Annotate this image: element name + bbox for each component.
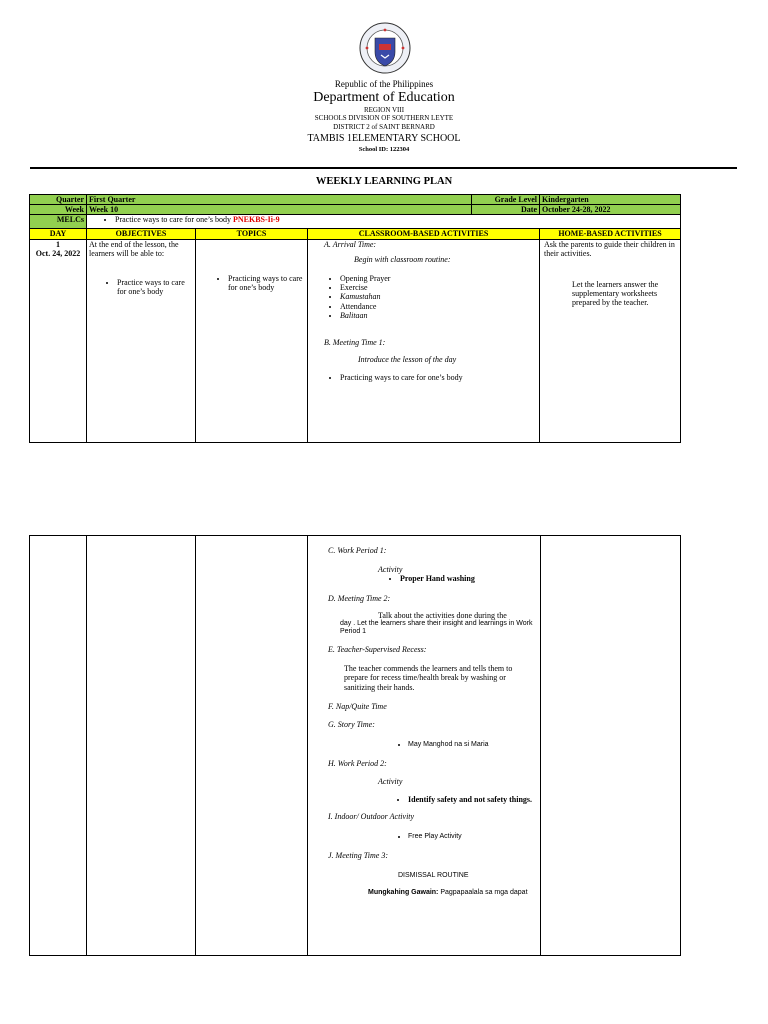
recess-title: E. Teacher-Supervised Recess:	[328, 645, 427, 655]
day-date: Oct. 24, 2022	[35, 248, 81, 258]
region-text: REGION VIII	[363, 106, 405, 114]
republic-text: Republic of the Philippines	[334, 79, 434, 89]
meeting-time-2-title: D. Meeting Time 2:	[328, 593, 391, 603]
arrival-title: A. Arrival Time:	[324, 239, 377, 249]
date-label: Date	[472, 205, 540, 215]
col-classroom: CLASSROOM-BASED ACTIVITIES	[308, 229, 540, 239]
routine-item: • Exercise	[340, 283, 537, 292]
col-day: DAY	[30, 229, 87, 239]
routine-item: • Balitaan	[340, 311, 537, 320]
district-text: DISTRICT 2 of SAINT BERNARD	[333, 123, 435, 131]
arrival-sub: Begin with classroom routine:	[354, 254, 451, 264]
melcs-text: Practice ways to care for one’s body	[115, 215, 233, 225]
topic-item: • Practicing ways to care for one’s body	[228, 274, 305, 292]
melcs-code: PNEKBS-Ii-9	[232, 215, 280, 225]
classroom-cell	[308, 239, 540, 442]
week-label: Week	[30, 205, 87, 215]
recess-text: The teacher commends the learners and tells them to prepare for recess time/health break by washing or sanitizing their hands.	[344, 664, 513, 692]
col-home: HOME-BASED ACTIVITIES	[540, 229, 681, 239]
story-time-title: G. Story Time:	[328, 719, 375, 729]
home-activity-1: Ask the parents to guide their children in their activities.	[544, 239, 675, 258]
melcs-label: MELCs	[30, 215, 87, 229]
quarter-value: First Quarter	[87, 195, 472, 205]
week-value: Week 10	[87, 205, 472, 215]
page-title: WEEKLY LEARNING PLAN	[315, 176, 453, 187]
home-cell-empty	[541, 536, 681, 956]
meeting-time-2-text-2: day . Let the learners share their insight and learnings in Work Period 1	[340, 619, 533, 635]
meeting1-title: B. Meeting Time 1:	[324, 337, 386, 347]
school-name: TAMBIS 1ELEMENTARY SCHOOL	[307, 133, 461, 144]
classroom-cell-continued	[308, 536, 541, 956]
work-period-1-title: C. Work Period 1:	[328, 546, 387, 555]
school-id: School ID: 122304	[358, 146, 410, 153]
objectives-cell	[87, 239, 196, 442]
deped-seal-icon	[359, 22, 411, 74]
topics-cell	[196, 239, 308, 442]
grade-value: Kindergarten	[540, 195, 681, 205]
work-period-2-item: • Identify safety and not safety things.	[408, 795, 538, 804]
routine-item: • Opening Prayer	[340, 274, 537, 283]
outdoor-activity-title: I. Indoor/ Outdoor Activity	[328, 811, 415, 821]
col-topics: TOPICS	[196, 229, 308, 239]
quarter-label: Quarter	[30, 195, 87, 205]
mungkahing-label: Mungkahing Gawain:	[368, 889, 439, 897]
meeting-time-3-title: J. Meeting Time 3:	[328, 851, 388, 860]
day-number: 1	[56, 239, 60, 249]
routine-item: • Attendance	[340, 302, 537, 311]
meeting1-item: • Practicing ways to care for one’s body	[340, 373, 537, 382]
col-objectives: OBJECTIVES	[87, 229, 196, 239]
nap-time-title: F. Nap/Quite Time	[328, 701, 387, 711]
work-period-1-activity: Activity	[378, 565, 403, 575]
day-cell-empty	[30, 536, 87, 956]
day-cell	[30, 239, 87, 442]
dismissal-routine: DISMISSAL ROUTINE	[398, 872, 469, 880]
objectives-cell-empty	[87, 536, 196, 956]
objective-item: • Practice ways to care for one’s body	[117, 278, 193, 296]
routine-item: • Kamustahan	[340, 292, 537, 301]
outdoor-activity-item: • Free Play Activity	[408, 833, 538, 841]
header-divider	[30, 167, 737, 169]
department-title: Department of Education	[313, 90, 455, 105]
division-text: SCHOOLS DIVISION OF SOUTHERN LEYTE	[314, 114, 454, 122]
objective-intro: At the end of the lesson, the learners will be able to:	[89, 239, 179, 258]
home-activity-2: Let the learners answer the supplementary worksheets prepared by the teacher.	[572, 279, 659, 308]
weekly-plan-table-continued	[29, 535, 681, 956]
work-period-1-item: • Proper Hand washing	[400, 574, 538, 583]
date-value: October 24-28, 2022	[540, 205, 681, 215]
work-period-2-title: H. Work Period 2:	[328, 759, 387, 769]
melcs-cell	[87, 215, 681, 229]
topics-cell-empty	[196, 536, 308, 956]
home-cell	[540, 239, 681, 442]
weekly-plan-table	[29, 194, 681, 443]
story-time-item: • May Manghod na si Maria	[408, 741, 538, 749]
grade-label: Grade Level	[472, 195, 540, 205]
meeting1-sub: Introduce the lesson of the day	[358, 355, 457, 365]
mungkahing-text: Pagpapaalala sa mga dapat	[438, 889, 528, 897]
work-period-2-activity: Activity	[378, 777, 403, 787]
meeting-time-2-text-1: Talk about the activities done during the	[378, 610, 507, 620]
